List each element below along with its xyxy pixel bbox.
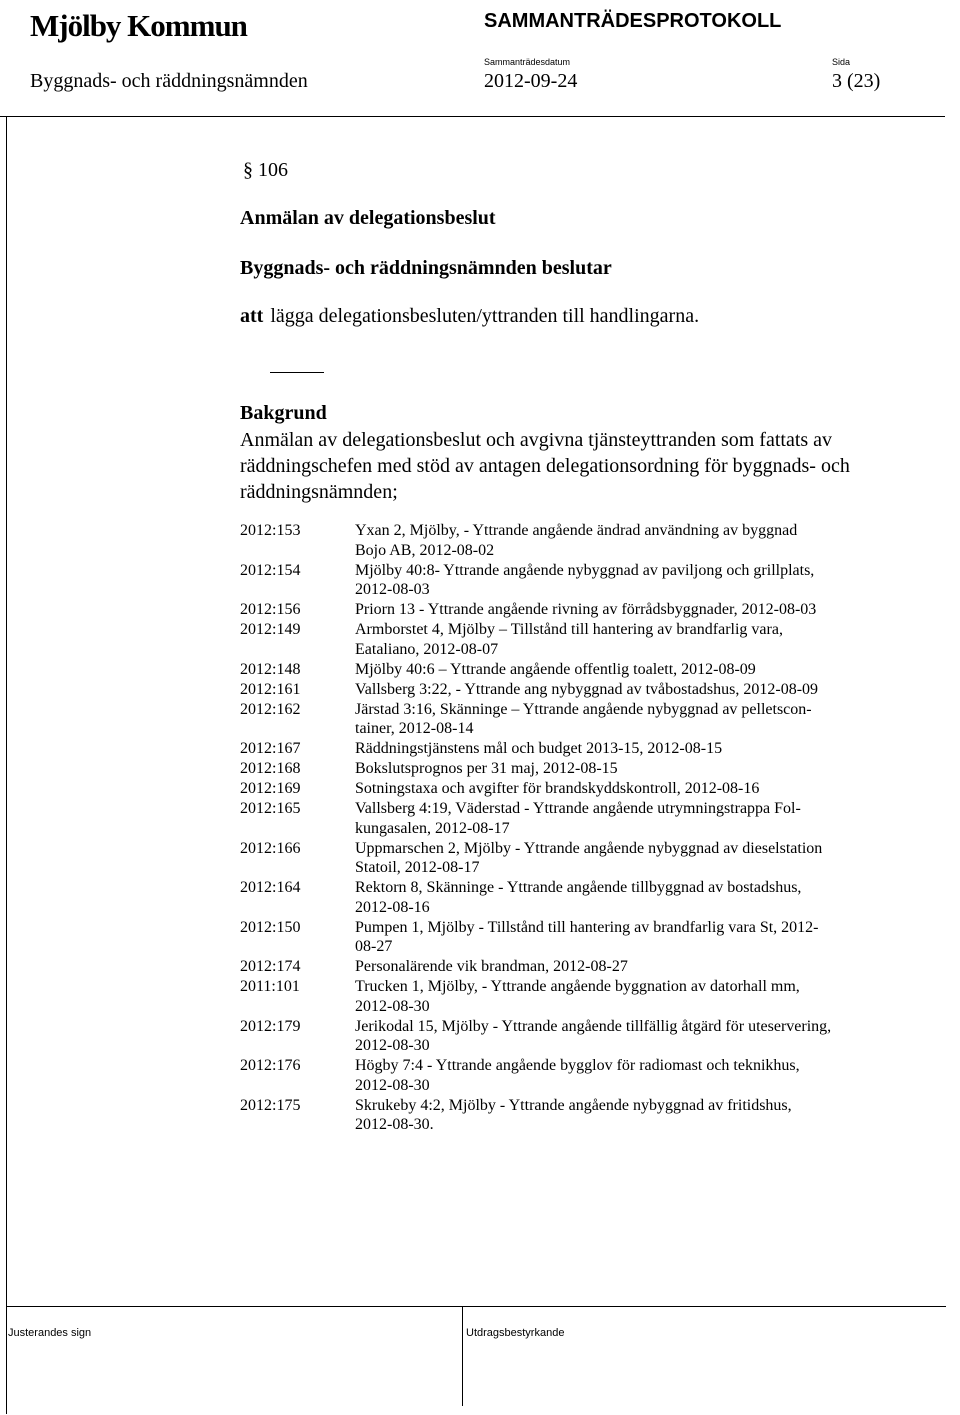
decision-description: [355, 779, 865, 799]
decision-number: 2012:161: [240, 680, 301, 698]
section-number: § 106: [243, 159, 288, 181]
decision-description: [355, 1096, 865, 1135]
decision-description-line: Priorn 13 - Yttrande angående rivning av förrådsbyggnader, 2012-08-03: [355, 601, 817, 618]
decision-number: 2012:148: [240, 660, 301, 678]
protocol-title: SAMMANTRÄDESPROTOKOLL: [484, 10, 782, 32]
decision-item: [240, 779, 880, 799]
decision-description-line: Rektorn 8, Skänninge - Yttrande angående tillbyggnad av bostadshus,: [355, 879, 802, 896]
decision-item: [240, 977, 880, 1016]
decision-list: [240, 521, 880, 1135]
page-number: 3 (23): [832, 70, 881, 92]
decision-description-line: Vallsberg 3:22, - Yttrande ang nybyggnad av tvåbostadshus, 2012-08-09: [355, 680, 819, 698]
decision-description-line: Skrukeby 4:2, Mjölby - Yttrande angående nybyggnad av fritidshus,: [355, 1096, 792, 1114]
decision-description-line: Bokslutsprognos per 31 maj, 2012-08-15: [355, 760, 618, 777]
decision-description-line: Mjölby 40:6 – Yttrande angående offentlig toalett, 2012-08-09: [355, 660, 756, 678]
background-heading: Bakgrund: [240, 402, 327, 424]
decision-description-line: Uppmarschen 2, Mjölby - Yttrande angående nybyggnad av dieselstation: [355, 839, 823, 857]
decision-description-line: Mjölby 40:8- Yttrande angående nybyggnad av paviljong och grillplats,: [355, 561, 815, 579]
decision-item: [240, 620, 880, 659]
decision-description: [355, 660, 865, 680]
decision-number: 2012:175: [240, 1096, 301, 1114]
decision-item: [240, 739, 880, 759]
footer-column-divider: [462, 1306, 463, 1406]
decision-description: [355, 957, 865, 977]
separator-line: [270, 372, 324, 373]
decision-item: [240, 1096, 880, 1135]
decision-number: 2011:101: [240, 978, 300, 995]
decision-item: [240, 1056, 880, 1095]
decision-number: 2012:150: [240, 918, 301, 936]
meeting-date: 2012-09-24: [484, 70, 578, 92]
decision-item: [240, 918, 880, 957]
decision-number: 2012:179: [240, 1017, 301, 1035]
decision-description: [355, 521, 865, 560]
decision-description-line: Pumpen 1, Mjölby - Tillstånd till hantering av brandfarlig vara St, 2012-: [355, 918, 819, 936]
decision-att: att: [240, 305, 264, 327]
decision-description-line: Eataliano, 2012-08-07: [355, 640, 499, 658]
decision-item: [240, 759, 880, 779]
decision-item: [240, 521, 880, 560]
decision-description: [355, 1017, 865, 1056]
decision-description-line: Jerikodal 15, Mjölby - Yttrande angående tillfällig åtgärd för uteservering,: [355, 1017, 832, 1035]
decision-description-line: kungasalen, 2012-08-17: [355, 819, 510, 837]
left-margin-line: [6, 116, 7, 1414]
decision-description: [355, 561, 865, 600]
decision-description: [355, 878, 865, 917]
decision-description: [355, 700, 865, 739]
decision-description: [355, 680, 865, 700]
decision-description-line: 08-27: [355, 938, 393, 955]
committee-name: Byggnads- och räddningsnämnden: [30, 70, 308, 92]
decision-heading: Byggnads- och räddningsnämnden beslutar: [240, 257, 612, 279]
decision-description: [355, 918, 865, 957]
decision-text: lägga delegationsbesluten/yttranden till handlingarna.: [270, 305, 700, 327]
background-line: räddningschefen med stöd av antagen delegationsordning för byggnads- och: [240, 455, 850, 477]
decision-description: [355, 620, 865, 659]
decision-item: [240, 1017, 880, 1056]
decision-number: 2012:153: [240, 522, 301, 539]
decision-description-line: Vallsberg 4:19, Väderstad - Yttrande angående utrymningstrappa Fol-: [355, 800, 801, 817]
municipality-name: Mjölby Kommun: [30, 8, 247, 43]
decision-description: [355, 600, 865, 620]
decision-number: 2012:154: [240, 561, 301, 579]
decision-number: 2012:162: [240, 700, 301, 718]
decision-description-line: Personalärende vik brandman, 2012-08-27: [355, 958, 628, 975]
decision-description: [355, 739, 865, 759]
signature-label: Justerandes sign: [8, 1327, 92, 1339]
decision-description-line: 2012-08-16: [355, 898, 430, 916]
decision-description-line: Bojo AB, 2012-08-02: [355, 541, 495, 559]
decision-number: 2012:165: [240, 800, 301, 817]
decision-number: 2012:169: [240, 780, 301, 797]
decision-description-line: Armborstet 4, Mjölby – Tillstånd till hantering av brandfarlig vara,: [355, 621, 783, 638]
decision-number: 2012:164: [240, 879, 301, 896]
decision-number: 2012:168: [240, 760, 301, 777]
decision-description-line: Yxan 2, Mjölby, - Yttrande angående ändrad användning av byggnad: [355, 522, 798, 539]
decision-description-line: 2012-08-30: [355, 1037, 430, 1054]
header-divider: [0, 116, 945, 117]
decision-description-line: Statoil, 2012-08-17: [355, 859, 480, 876]
decision-item: [240, 561, 880, 600]
decision-description-line: Sotningstaxa och avgifter för brandskyddskontroll, 2012-08-16: [355, 780, 760, 797]
decision-description-line: 2012-08-03: [355, 581, 430, 598]
decision-description: [355, 977, 865, 1016]
decision-number: 2012:176: [240, 1057, 301, 1074]
decision-item: [240, 660, 880, 680]
decision-description-line: Trucken 1, Mjölby, - Yttrande angående byggnation av datorhall mm,: [355, 978, 800, 995]
decision-item: [240, 839, 880, 878]
decision-description-line: 2012-08-30: [355, 1076, 430, 1094]
background-line: räddningsnämnden;: [240, 481, 398, 503]
background-text: [240, 427, 850, 505]
decision-description-line: Räddningstjänstens mål och budget 2013-15, 2012-08-15: [355, 740, 723, 757]
decision-description-line: 2012-08-30: [355, 997, 430, 1015]
decision-description: [355, 799, 865, 838]
page-label: Sida: [832, 57, 851, 67]
meeting-date-label: Sammanträdesdatum: [484, 57, 571, 67]
decision-description-line: tainer, 2012-08-14: [355, 720, 474, 737]
decision-description: [355, 839, 865, 878]
decision-number: 2012:166: [240, 839, 301, 857]
background-line: Anmälan av delegationsbeslut och avgivna tjänsteyttranden som fattats av: [240, 429, 833, 451]
decision-number: 2012:156: [240, 601, 301, 618]
decision-item: [240, 600, 880, 620]
decision-description-line: Järstad 3:16, Skänninge – Yttrande angående nybyggnad av pelletscon-: [355, 700, 812, 718]
decision-description-line: Högby 7:4 - Yttrande angående bygglov för radiomast och teknikhus,: [355, 1057, 800, 1074]
decision-item: [240, 799, 880, 838]
extract-label: Utdragsbestyrkande: [466, 1327, 565, 1339]
decision-item: [240, 957, 880, 977]
footer-divider: [6, 1306, 946, 1307]
decision-description: [355, 759, 865, 779]
decision-item: [240, 878, 880, 917]
decision-statement: [240, 303, 699, 329]
decision-number: 2012:149: [240, 621, 301, 638]
decision-number: 2012:167: [240, 740, 301, 757]
decision-description-line: 2012-08-30.: [355, 1116, 434, 1133]
section-title: Anmälan av delegationsbeslut: [240, 207, 496, 229]
decision-item: [240, 700, 880, 739]
decision-description: [355, 1056, 865, 1095]
decision-item: [240, 680, 880, 700]
decision-number: 2012:174: [240, 958, 301, 975]
